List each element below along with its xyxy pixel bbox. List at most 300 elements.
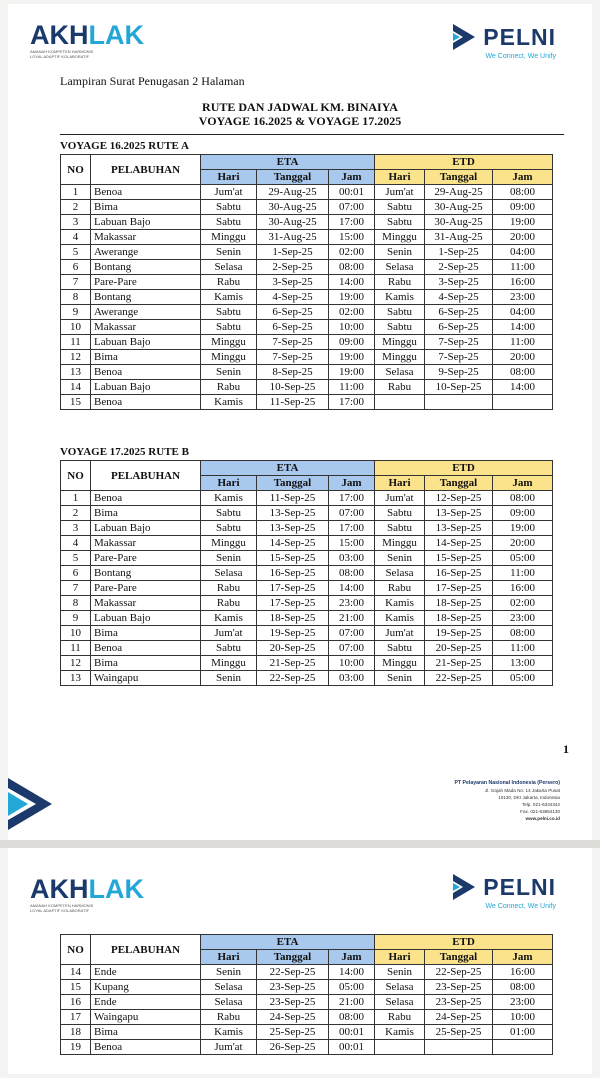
row-port: Bima bbox=[91, 656, 201, 671]
eta-day-header: Hari bbox=[201, 950, 257, 965]
eta-day: Kamis bbox=[201, 611, 257, 626]
row-port: Benoa bbox=[91, 185, 201, 200]
eta-date: 7-Sep-25 bbox=[257, 350, 329, 365]
etd-day: Sabtu bbox=[375, 506, 425, 521]
row-no: 9 bbox=[61, 305, 91, 320]
table-row bbox=[61, 656, 553, 671]
table-row bbox=[61, 245, 553, 260]
etd-day: Selasa bbox=[375, 260, 425, 275]
table-row bbox=[61, 395, 553, 410]
eta-date: 13-Sep-25 bbox=[257, 521, 329, 536]
eta-day: Kamis bbox=[201, 290, 257, 305]
eta-time: 07:00 bbox=[329, 200, 375, 215]
eta-date: 4-Sep-25 bbox=[257, 290, 329, 305]
etd-date: 25-Sep-25 bbox=[425, 1025, 493, 1040]
eta-day: Selasa bbox=[201, 995, 257, 1010]
table-row bbox=[61, 335, 553, 350]
etd-date: 19-Sep-25 bbox=[425, 626, 493, 641]
table-row bbox=[61, 641, 553, 656]
row-no: 2 bbox=[61, 200, 91, 215]
table-row bbox=[61, 215, 553, 230]
eta-time: 00:01 bbox=[329, 1025, 375, 1040]
etd-day: Sabtu bbox=[375, 320, 425, 335]
eta-time: 07:00 bbox=[329, 626, 375, 641]
eta-date-header: Tanggal bbox=[257, 950, 329, 965]
eta-time: 03:00 bbox=[329, 551, 375, 566]
voyage-a-label: VOYAGE 16.2025 RUTE A bbox=[60, 140, 189, 152]
table-row bbox=[61, 671, 553, 686]
eta-day: Senin bbox=[201, 245, 257, 260]
eta-time: 09:00 bbox=[329, 335, 375, 350]
etd-date: 3-Sep-25 bbox=[425, 275, 493, 290]
eta-day: Selasa bbox=[201, 260, 257, 275]
etd-time: 11:00 bbox=[493, 260, 553, 275]
eta-date: 26-Sep-25 bbox=[257, 1040, 329, 1055]
row-port: Benoa bbox=[91, 1040, 201, 1055]
eta-date: 31-Aug-25 bbox=[257, 230, 329, 245]
row-port: Makassar bbox=[91, 536, 201, 551]
eta-day: Rabu bbox=[201, 275, 257, 290]
eta-time: 19:00 bbox=[329, 290, 375, 305]
row-no: 10 bbox=[61, 320, 91, 335]
etd-day: Sabtu bbox=[375, 200, 425, 215]
eta-date: 3-Sep-25 bbox=[257, 275, 329, 290]
etd-date: 23-Sep-25 bbox=[425, 980, 493, 995]
eta-time: 17:00 bbox=[329, 521, 375, 536]
etd-day-header: Hari bbox=[375, 170, 425, 185]
col-no-header: NO bbox=[61, 935, 91, 965]
row-no: 11 bbox=[61, 641, 91, 656]
etd-time bbox=[493, 395, 553, 410]
etd-day: Senin bbox=[375, 245, 425, 260]
row-port: Makassar bbox=[91, 596, 201, 611]
etd-day: Sabtu bbox=[375, 215, 425, 230]
etd-day: Selasa bbox=[375, 566, 425, 581]
eta-day: Sabtu bbox=[201, 305, 257, 320]
eta-day-header: Hari bbox=[201, 170, 257, 185]
doc-title-line1: RUTE DAN JADWAL KM. BINAIYA bbox=[202, 100, 398, 114]
eta-date: 1-Sep-25 bbox=[257, 245, 329, 260]
etd-date: 6-Sep-25 bbox=[425, 320, 493, 335]
etd-time: 09:00 bbox=[493, 506, 553, 521]
etd-day: Sabtu bbox=[375, 305, 425, 320]
eta-day: Minggu bbox=[201, 536, 257, 551]
document-page-2 bbox=[8, 848, 592, 1074]
eta-date: 8-Sep-25 bbox=[257, 365, 329, 380]
table-row bbox=[61, 200, 553, 215]
etd-date: 15-Sep-25 bbox=[425, 551, 493, 566]
eta-time: 19:00 bbox=[329, 350, 375, 365]
etd-time: 11:00 bbox=[493, 641, 553, 656]
eta-day: Senin bbox=[201, 671, 257, 686]
eta-day: Rabu bbox=[201, 581, 257, 596]
etd-day: Selasa bbox=[375, 365, 425, 380]
etd-time: 20:00 bbox=[493, 536, 553, 551]
etd-date: 16-Sep-25 bbox=[425, 566, 493, 581]
page-gap bbox=[0, 840, 600, 848]
table-row bbox=[61, 290, 553, 305]
eta-day: Selasa bbox=[201, 980, 257, 995]
etd-day-header: Hari bbox=[375, 476, 425, 491]
row-port: Bontang bbox=[91, 290, 201, 305]
table-row bbox=[61, 995, 553, 1010]
eta-date: 17-Sep-25 bbox=[257, 596, 329, 611]
table-row bbox=[61, 980, 553, 995]
voyage-a-table bbox=[60, 154, 553, 410]
table-row bbox=[61, 566, 553, 581]
eta-date: 21-Sep-25 bbox=[257, 656, 329, 671]
akhlak-logo: AKHLAK AMANAH KOMPETEN HARMONIS LOYAL ADAPTIF KOLABORATIF bbox=[30, 874, 144, 913]
etd-date: 7-Sep-25 bbox=[425, 335, 493, 350]
etd-date: 6-Sep-25 bbox=[425, 305, 493, 320]
etd-date: 7-Sep-25 bbox=[425, 350, 493, 365]
row-no: 3 bbox=[61, 215, 91, 230]
table-row bbox=[61, 320, 553, 335]
eta-date: 17-Sep-25 bbox=[257, 581, 329, 596]
eta-date-header: Tanggal bbox=[257, 476, 329, 491]
col-no-header: NO bbox=[61, 155, 91, 185]
table-row bbox=[61, 380, 553, 395]
etd-day: Rabu bbox=[375, 380, 425, 395]
voyage-b-table-continued bbox=[60, 934, 553, 1055]
etd-time: 04:00 bbox=[493, 305, 553, 320]
eta-day: Selasa bbox=[201, 566, 257, 581]
pelni-mark-icon bbox=[451, 22, 477, 52]
eta-day: Minggu bbox=[201, 230, 257, 245]
eta-date: 29-Aug-25 bbox=[257, 185, 329, 200]
etd-time: 16:00 bbox=[493, 965, 553, 980]
page-number: 1 bbox=[563, 742, 569, 756]
etd-date: 1-Sep-25 bbox=[425, 245, 493, 260]
etd-date-header: Tanggal bbox=[425, 476, 493, 491]
eta-time: 10:00 bbox=[329, 656, 375, 671]
eta-time: 14:00 bbox=[329, 965, 375, 980]
etd-day: Jum'at bbox=[375, 185, 425, 200]
eta-date: 14-Sep-25 bbox=[257, 536, 329, 551]
eta-time: 02:00 bbox=[329, 305, 375, 320]
table-row bbox=[61, 551, 553, 566]
etd-time: 16:00 bbox=[493, 581, 553, 596]
pelni-logo: PELNI We Connect, We Unify bbox=[451, 22, 556, 60]
eta-date: 22-Sep-25 bbox=[257, 671, 329, 686]
etd-day: Minggu bbox=[375, 230, 425, 245]
etd-date: 2-Sep-25 bbox=[425, 260, 493, 275]
etd-date: 10-Sep-25 bbox=[425, 380, 493, 395]
eta-time-header: Jam bbox=[329, 170, 375, 185]
eta-time: 17:00 bbox=[329, 395, 375, 410]
eta-time: 08:00 bbox=[329, 1010, 375, 1025]
eta-date: 11-Sep-25 bbox=[257, 395, 329, 410]
row-port: Benoa bbox=[91, 491, 201, 506]
eta-time: 10:00 bbox=[329, 320, 375, 335]
row-port: Kupang bbox=[91, 980, 201, 995]
etd-date bbox=[425, 1040, 493, 1055]
etd-day: Kamis bbox=[375, 1025, 425, 1040]
row-port: Ende bbox=[91, 965, 201, 980]
eta-time: 14:00 bbox=[329, 275, 375, 290]
eta-day: Senin bbox=[201, 365, 257, 380]
eta-date: 7-Sep-25 bbox=[257, 335, 329, 350]
etd-day-header: Hari bbox=[375, 950, 425, 965]
eta-time: 02:00 bbox=[329, 245, 375, 260]
eta-time: 17:00 bbox=[329, 215, 375, 230]
row-no: 8 bbox=[61, 596, 91, 611]
akhlak-logo: AKHLAK AMANAH KOMPETEN HARMONIS LOYAL ADAPTIF KOLABORATIF bbox=[30, 20, 144, 59]
col-port-header: PELABUHAN bbox=[91, 155, 201, 185]
table-row bbox=[61, 1010, 553, 1025]
table-row bbox=[61, 260, 553, 275]
row-no: 4 bbox=[61, 230, 91, 245]
row-no: 6 bbox=[61, 566, 91, 581]
table-row bbox=[61, 230, 553, 245]
etd-time: 11:00 bbox=[493, 335, 553, 350]
eta-date: 10-Sep-25 bbox=[257, 380, 329, 395]
row-no: 13 bbox=[61, 671, 91, 686]
etd-day: Minggu bbox=[375, 350, 425, 365]
eta-day: Sabtu bbox=[201, 215, 257, 230]
row-no: 6 bbox=[61, 260, 91, 275]
etd-day: Minggu bbox=[375, 656, 425, 671]
etd-header: ETD bbox=[375, 935, 553, 950]
eta-time: 08:00 bbox=[329, 260, 375, 275]
table-row bbox=[61, 626, 553, 641]
etd-time: 11:00 bbox=[493, 566, 553, 581]
etd-time: 14:00 bbox=[493, 320, 553, 335]
eta-date: 30-Aug-25 bbox=[257, 215, 329, 230]
col-port-header: PELABUHAN bbox=[91, 461, 201, 491]
eta-header: ETA bbox=[201, 461, 375, 476]
row-no: 19 bbox=[61, 1040, 91, 1055]
etd-day: Senin bbox=[375, 551, 425, 566]
row-port: Bontang bbox=[91, 260, 201, 275]
table-row bbox=[61, 611, 553, 626]
etd-time: 08:00 bbox=[493, 365, 553, 380]
row-no: 12 bbox=[61, 656, 91, 671]
etd-time: 13:00 bbox=[493, 656, 553, 671]
eta-header: ETA bbox=[201, 155, 375, 170]
eta-date: 2-Sep-25 bbox=[257, 260, 329, 275]
etd-date: 22-Sep-25 bbox=[425, 965, 493, 980]
eta-day: Senin bbox=[201, 965, 257, 980]
etd-time: 01:00 bbox=[493, 1025, 553, 1040]
etd-time: 23:00 bbox=[493, 611, 553, 626]
eta-time: 21:00 bbox=[329, 611, 375, 626]
etd-time-header: Jam bbox=[493, 170, 553, 185]
eta-date: 15-Sep-25 bbox=[257, 551, 329, 566]
etd-time: 09:00 bbox=[493, 200, 553, 215]
eta-day: Senin bbox=[201, 551, 257, 566]
etd-date: 29-Aug-25 bbox=[425, 185, 493, 200]
table-row bbox=[61, 350, 553, 365]
etd-time-header: Jam bbox=[493, 476, 553, 491]
etd-day: Jum'at bbox=[375, 491, 425, 506]
eta-date: 16-Sep-25 bbox=[257, 566, 329, 581]
etd-date bbox=[425, 395, 493, 410]
etd-day: Selasa bbox=[375, 995, 425, 1010]
etd-date: 30-Aug-25 bbox=[425, 215, 493, 230]
row-no: 1 bbox=[61, 491, 91, 506]
row-port: Bima bbox=[91, 626, 201, 641]
etd-time: 08:00 bbox=[493, 491, 553, 506]
eta-day: Sabtu bbox=[201, 641, 257, 656]
etd-time: 05:00 bbox=[493, 551, 553, 566]
eta-day: Sabtu bbox=[201, 506, 257, 521]
etd-time: 05:00 bbox=[493, 671, 553, 686]
row-no: 3 bbox=[61, 521, 91, 536]
row-no: 7 bbox=[61, 275, 91, 290]
row-port: Labuan Bajo bbox=[91, 215, 201, 230]
row-port: Benoa bbox=[91, 641, 201, 656]
etd-time: 14:00 bbox=[493, 380, 553, 395]
etd-date: 12-Sep-25 bbox=[425, 491, 493, 506]
row-port: Benoa bbox=[91, 365, 201, 380]
eta-time: 07:00 bbox=[329, 506, 375, 521]
table-row bbox=[61, 506, 553, 521]
eta-time: 17:00 bbox=[329, 491, 375, 506]
etd-day: Senin bbox=[375, 965, 425, 980]
etd-date: 31-Aug-25 bbox=[425, 230, 493, 245]
eta-time: 03:00 bbox=[329, 671, 375, 686]
eta-day: Jum'at bbox=[201, 185, 257, 200]
etd-date: 14-Sep-25 bbox=[425, 536, 493, 551]
eta-date: 23-Sep-25 bbox=[257, 980, 329, 995]
eta-day: Rabu bbox=[201, 380, 257, 395]
row-port: Pare-Pare bbox=[91, 581, 201, 596]
etd-date: 21-Sep-25 bbox=[425, 656, 493, 671]
etd-day: Kamis bbox=[375, 596, 425, 611]
row-port: Awerange bbox=[91, 245, 201, 260]
row-port: Bima bbox=[91, 1025, 201, 1040]
etd-time: 19:00 bbox=[493, 215, 553, 230]
row-port: Labuan Bajo bbox=[91, 335, 201, 350]
table-row bbox=[61, 365, 553, 380]
eta-date: 30-Aug-25 bbox=[257, 200, 329, 215]
etd-time: 04:00 bbox=[493, 245, 553, 260]
eta-time: 11:00 bbox=[329, 380, 375, 395]
etd-date: 20-Sep-25 bbox=[425, 641, 493, 656]
eta-date: 19-Sep-25 bbox=[257, 626, 329, 641]
etd-date: 23-Sep-25 bbox=[425, 995, 493, 1010]
eta-date: 18-Sep-25 bbox=[257, 611, 329, 626]
eta-date: 13-Sep-25 bbox=[257, 506, 329, 521]
eta-time: 23:00 bbox=[329, 596, 375, 611]
eta-time: 07:00 bbox=[329, 641, 375, 656]
row-port: Waingapu bbox=[91, 1010, 201, 1025]
row-no: 10 bbox=[61, 626, 91, 641]
etd-date-header: Tanggal bbox=[425, 950, 493, 965]
eta-day: Jum'at bbox=[201, 626, 257, 641]
eta-time: 15:00 bbox=[329, 230, 375, 245]
eta-day: Rabu bbox=[201, 1010, 257, 1025]
etd-day: Selasa bbox=[375, 980, 425, 995]
row-no: 9 bbox=[61, 611, 91, 626]
col-no-header: NO bbox=[61, 461, 91, 491]
etd-day: Kamis bbox=[375, 611, 425, 626]
doc-title-line2: VOYAGE 16.2025 & VOYAGE 17.2025 bbox=[198, 114, 402, 128]
row-port: Bima bbox=[91, 200, 201, 215]
etd-day: Rabu bbox=[375, 1010, 425, 1025]
eta-day: Kamis bbox=[201, 395, 257, 410]
etd-day: Minggu bbox=[375, 335, 425, 350]
table-row bbox=[61, 536, 553, 551]
row-no: 18 bbox=[61, 1025, 91, 1040]
eta-day: Minggu bbox=[201, 335, 257, 350]
eta-day: Minggu bbox=[201, 350, 257, 365]
eta-time: 00:01 bbox=[329, 1040, 375, 1055]
etd-time: 23:00 bbox=[493, 290, 553, 305]
table-row bbox=[61, 275, 553, 290]
company-footer: PT Pelayaran Nasional Indonesia (Persero) Jl. Gajah Mada No. 14 Jakarta Pusat 10130, DKI Jakarta, Indonesia Telp. 021-6334342 Fax. 021-63854130 www.pelni.co.id bbox=[454, 780, 560, 821]
eta-time: 08:00 bbox=[329, 566, 375, 581]
etd-time: 20:00 bbox=[493, 230, 553, 245]
etd-day: Rabu bbox=[375, 275, 425, 290]
table-row bbox=[61, 305, 553, 320]
etd-date: 13-Sep-25 bbox=[425, 521, 493, 536]
row-port: Bima bbox=[91, 350, 201, 365]
row-no: 4 bbox=[61, 536, 91, 551]
etd-time: 08:00 bbox=[493, 626, 553, 641]
etd-time-header: Jam bbox=[493, 950, 553, 965]
etd-header: ETD bbox=[375, 461, 553, 476]
row-no: 15 bbox=[61, 395, 91, 410]
row-port: Labuan Bajo bbox=[91, 521, 201, 536]
etd-day: Sabtu bbox=[375, 521, 425, 536]
etd-time bbox=[493, 1040, 553, 1055]
pelni-mark-icon bbox=[451, 872, 477, 902]
table-row bbox=[61, 1040, 553, 1055]
table-row bbox=[61, 581, 553, 596]
etd-date: 9-Sep-25 bbox=[425, 365, 493, 380]
row-no: 5 bbox=[61, 245, 91, 260]
etd-day bbox=[375, 395, 425, 410]
row-no: 2 bbox=[61, 506, 91, 521]
eta-time: 21:00 bbox=[329, 995, 375, 1010]
eta-day: Sabtu bbox=[201, 320, 257, 335]
etd-day: Senin bbox=[375, 671, 425, 686]
table-row bbox=[61, 596, 553, 611]
eta-date: 22-Sep-25 bbox=[257, 965, 329, 980]
etd-time: 08:00 bbox=[493, 185, 553, 200]
row-port: Makassar bbox=[91, 320, 201, 335]
row-port: Pare-Pare bbox=[91, 275, 201, 290]
eta-date: 25-Sep-25 bbox=[257, 1025, 329, 1040]
eta-time: 05:00 bbox=[329, 980, 375, 995]
row-port: Labuan Bajo bbox=[91, 611, 201, 626]
eta-day: Sabtu bbox=[201, 200, 257, 215]
etd-day: Jum'at bbox=[375, 626, 425, 641]
etd-date: 30-Aug-25 bbox=[425, 200, 493, 215]
row-no: 5 bbox=[61, 551, 91, 566]
eta-date: 6-Sep-25 bbox=[257, 320, 329, 335]
etd-time: 08:00 bbox=[493, 980, 553, 995]
row-no: 7 bbox=[61, 581, 91, 596]
etd-day: Kamis bbox=[375, 290, 425, 305]
etd-day: Rabu bbox=[375, 581, 425, 596]
table-row bbox=[61, 521, 553, 536]
etd-time: 23:00 bbox=[493, 995, 553, 1010]
row-port: Makassar bbox=[91, 230, 201, 245]
eta-date: 20-Sep-25 bbox=[257, 641, 329, 656]
row-no: 17 bbox=[61, 1010, 91, 1025]
eta-day: Sabtu bbox=[201, 521, 257, 536]
etd-date: 22-Sep-25 bbox=[425, 671, 493, 686]
eta-day-header: Hari bbox=[201, 476, 257, 491]
etd-date: 18-Sep-25 bbox=[425, 596, 493, 611]
eta-time: 19:00 bbox=[329, 365, 375, 380]
row-no: 11 bbox=[61, 335, 91, 350]
row-no: 15 bbox=[61, 980, 91, 995]
table-row bbox=[61, 965, 553, 980]
